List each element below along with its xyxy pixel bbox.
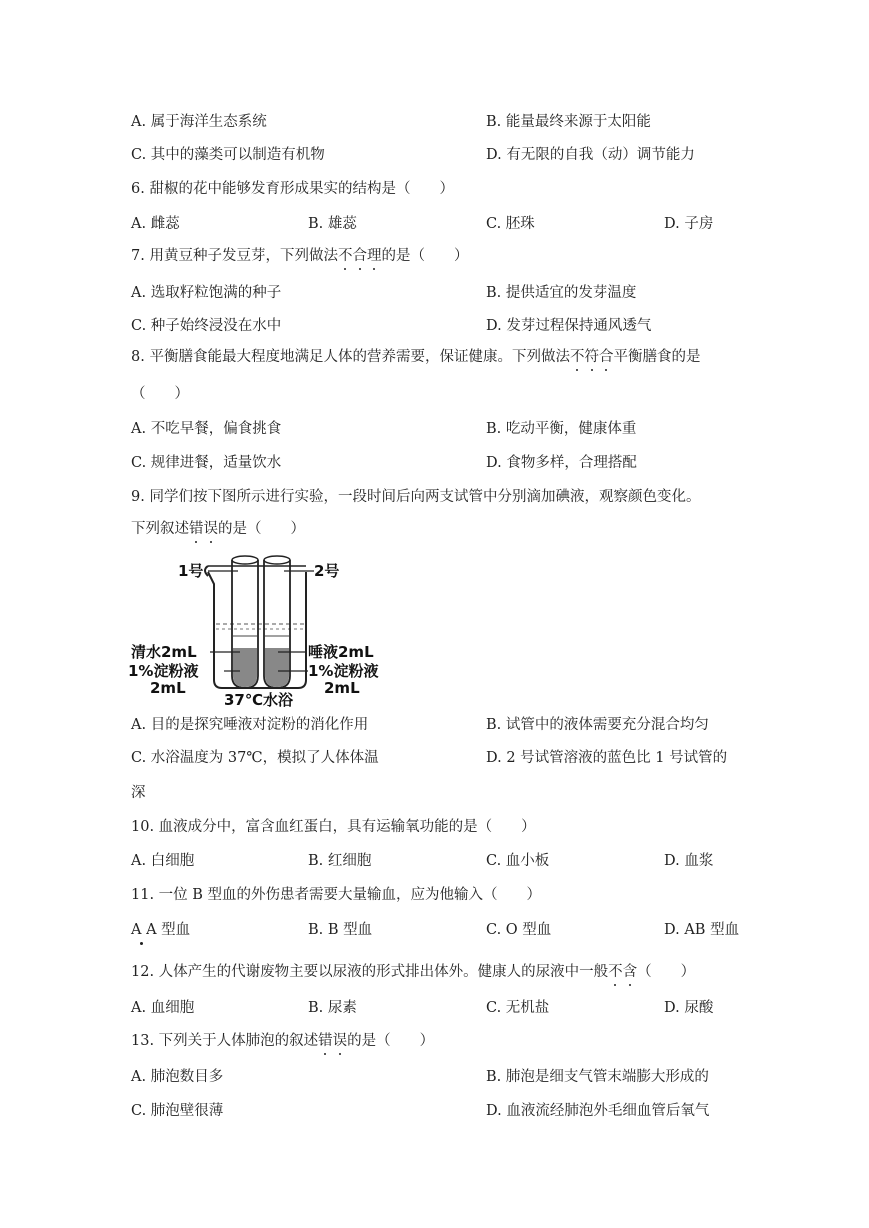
q5-option-a: A. 属于海洋生态系统 bbox=[131, 114, 267, 130]
q11-option-b: B. B 型血 bbox=[308, 922, 373, 938]
q12-option-a: A. 血细胞 bbox=[131, 1000, 195, 1016]
left-label-volume: 2mL bbox=[150, 679, 186, 697]
q6-stem: 6. 甜椒的花中能够发育形成果实的结构是（ ） bbox=[131, 181, 454, 197]
q8-stem-line2: （ ） bbox=[131, 386, 189, 402]
tube1-label: 1号 bbox=[178, 562, 204, 580]
q7-option-c: C. 种子始终浸没在水中 bbox=[131, 318, 282, 334]
q10-stem: 10. 血液成分中，富含血红蛋白，具有运输氧功能的是（ ） bbox=[131, 819, 536, 835]
q13-option-d: D. 血液流经肺泡外毛细血管后氧气 bbox=[486, 1103, 710, 1119]
q9-stem-line2: 下列叙述错误的是（ ） bbox=[131, 521, 305, 537]
q11-option-c: C. O 型血 bbox=[486, 922, 552, 938]
q6-option-a: A. 雌蕊 bbox=[131, 216, 180, 232]
left-label-starch: 1%淀粉液 bbox=[128, 662, 199, 680]
q9-option-a: A. 目的是探究唾液对淀粉的消化作用 bbox=[131, 717, 369, 733]
q8-stem: 8. 平衡膳食能最大程度地满足人体的营养需要，保证健康。下列做法不符合平衡膳食的是 bbox=[131, 349, 701, 365]
left-label-water: 清水2mL bbox=[131, 643, 197, 661]
q7-option-b: B. 提供适宜的发芽温度 bbox=[486, 285, 637, 301]
q5-option-d: D. 有无限的自我（动）调节能力 bbox=[486, 147, 695, 163]
q9-option-d: D. 2 号试管溶液的蓝色比 1 号试管的 bbox=[486, 750, 728, 766]
tube2-liquid bbox=[265, 648, 289, 687]
q10-option-d: D. 血浆 bbox=[664, 853, 714, 869]
q6-option-b: B. 雄蕊 bbox=[308, 216, 357, 232]
q5-option-c: C. 其中的藻类可以制造有机物 bbox=[131, 147, 325, 163]
q9-stem: 9. 同学们按下图所示进行实验，一段时间后向两支试管中分别滴加碘液，观察颜色变化。 bbox=[131, 489, 701, 505]
q7-stem: 7. 用黄豆种子发豆芽，下列做法不合理的是（ ） bbox=[131, 248, 469, 264]
tube1-mouth bbox=[232, 556, 258, 564]
q10-option-b: B. 红细胞 bbox=[308, 853, 372, 869]
q13-option-b: B. 肺泡是细支气管末端膨大形成的 bbox=[486, 1069, 709, 1085]
q11-option-d: D. AB 型血 bbox=[664, 922, 740, 938]
right-label-volume: 2mL bbox=[324, 679, 360, 697]
q5-option-b: B. 能量最终来源于太阳能 bbox=[486, 114, 651, 130]
q6-option-c: C. 胚珠 bbox=[486, 216, 535, 232]
q8-option-a: A. 不吃早餐，偏食挑食 bbox=[131, 421, 282, 437]
q8-option-b: B. 吃动平衡，健康体重 bbox=[486, 421, 637, 437]
q6-option-d: D. 子房 bbox=[664, 216, 714, 232]
test-tube-diagram bbox=[128, 548, 390, 708]
q8-option-c: C. 规律进餐，适量饮水 bbox=[131, 455, 282, 471]
tube2-label: 2号 bbox=[314, 562, 340, 580]
q9-option-c: C. 水浴温度为 37℃，模拟了人体体温 bbox=[131, 750, 379, 766]
bath-label: 37℃水浴 bbox=[224, 691, 294, 708]
q9-option-d-continued: 深 bbox=[131, 785, 146, 801]
q11-stem: 11. 一位 B 型血的外伤患者需要大量输血，应为他输入（ ） bbox=[131, 887, 542, 903]
tube1-liquid bbox=[233, 648, 257, 687]
q10-option-c: C. 血小板 bbox=[486, 853, 550, 869]
q7-option-d: D. 发芽过程保持通风透气 bbox=[486, 318, 652, 334]
q12-stem: 12. 人体产生的代谢废物主要以尿液的形式排出体外。健康人的尿液中一般不含（ ） bbox=[131, 964, 696, 980]
experiment-figure bbox=[128, 548, 390, 708]
q11-option-a: A A 型血 bbox=[131, 922, 191, 938]
q13-option-c: C. 肺泡壁很薄 bbox=[131, 1103, 224, 1119]
q13-option-a: A. 肺泡数目多 bbox=[131, 1069, 224, 1085]
q13-stem: 13. 下列关于人体肺泡的叙述错误的是（ ） bbox=[131, 1033, 435, 1049]
tube2-mouth bbox=[264, 556, 290, 564]
right-label-starch: 1%淀粉液 bbox=[308, 662, 379, 680]
q12-option-d: D. 尿酸 bbox=[664, 1000, 714, 1016]
q7-option-a: A. 选取籽粒饱满的种子 bbox=[131, 285, 282, 301]
q10-option-a: A. 白细胞 bbox=[131, 853, 195, 869]
emphasis-dot bbox=[140, 942, 143, 945]
q9-option-b: B. 试管中的液体需要充分混合均匀 bbox=[486, 717, 709, 733]
right-label-saliva: 唾液2mL bbox=[308, 643, 374, 661]
q8-option-d: D. 食物多样，合理搭配 bbox=[486, 455, 637, 471]
q12-option-c: C. 无机盐 bbox=[486, 1000, 550, 1016]
q12-option-b: B. 尿素 bbox=[308, 1000, 357, 1016]
